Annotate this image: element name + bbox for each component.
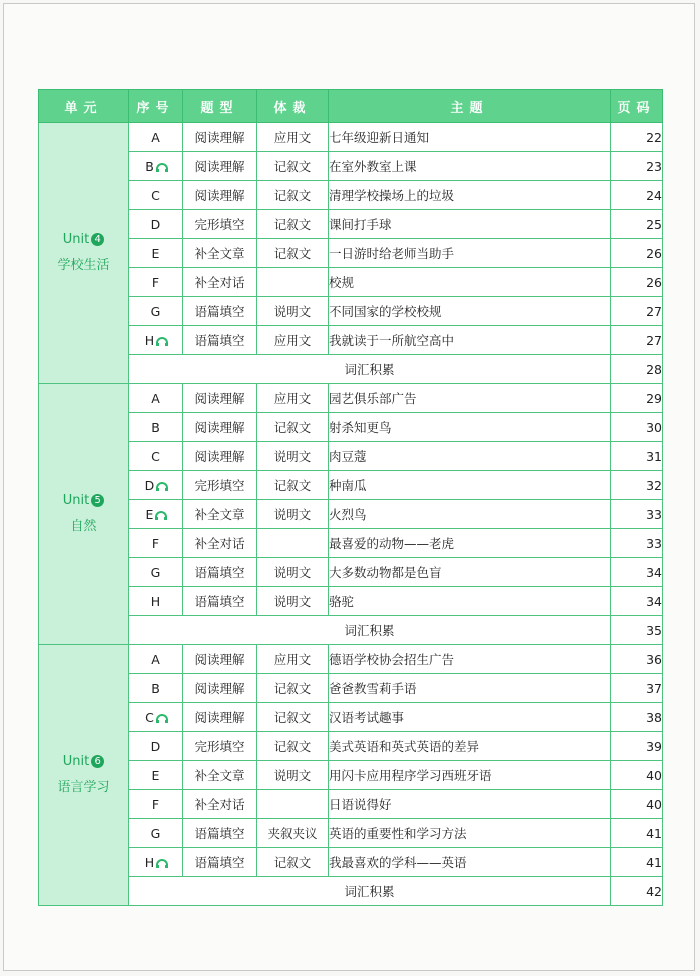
seq-letter: B	[151, 419, 160, 435]
page-cell: 38	[611, 703, 663, 732]
seq-cell	[129, 413, 183, 442]
vocab-label: 词汇积累	[129, 616, 611, 645]
page-cell: 24	[611, 181, 663, 210]
page-cell: 26	[611, 268, 663, 297]
type-cell: 阅读理解	[183, 123, 257, 152]
page-cell: 40	[611, 790, 663, 819]
page-cell: 23	[611, 152, 663, 181]
seq-letter: E	[145, 506, 154, 522]
seq-letter: D	[144, 477, 155, 493]
genre-cell	[257, 529, 329, 558]
topic-cell: 日语说得好	[329, 790, 611, 819]
type-cell: 阅读理解	[183, 703, 257, 732]
topic-cell: 校规	[329, 268, 611, 297]
type-cell: 语篇填空	[183, 819, 257, 848]
type-cell: 阅读理解	[183, 442, 257, 471]
page-cell: 25	[611, 210, 663, 239]
genre-cell: 说明文	[257, 500, 329, 529]
type-cell: 阅读理解	[183, 645, 257, 674]
seq-letter: C	[151, 448, 160, 464]
table-row[interactable]	[39, 732, 663, 761]
header-genre: 体裁	[257, 90, 329, 123]
seq-letter: F	[151, 535, 160, 551]
type-cell: 补全对话	[183, 790, 257, 819]
topic-cell: 用闪卡应用程序学习西班牙语	[329, 761, 611, 790]
topic-cell: 汉语考试趣事	[329, 703, 611, 732]
header-row	[39, 90, 663, 123]
page-cell: 41	[611, 848, 663, 877]
header-topic: 主题	[329, 90, 611, 123]
genre-cell: 记叙文	[257, 703, 329, 732]
headphones-icon	[156, 714, 166, 723]
page-cell: 30	[611, 413, 663, 442]
table-row[interactable]	[39, 819, 663, 848]
seq-letter: D	[150, 738, 161, 754]
table-row[interactable]	[39, 326, 663, 355]
page-cell: 39	[611, 732, 663, 761]
topic-cell: 一日游时给老师当助手	[329, 239, 611, 268]
seq-letter: B	[151, 680, 160, 696]
headphones-icon	[156, 163, 166, 172]
vocab-page: 42	[611, 877, 663, 906]
genre-cell: 应用文	[257, 326, 329, 355]
seq-letter: A	[151, 390, 160, 406]
topic-cell: 最喜爱的动物——老虎	[329, 529, 611, 558]
seq-cell	[129, 819, 183, 848]
page-cell: 22	[611, 123, 663, 152]
type-cell: 补全文章	[183, 500, 257, 529]
unit-word: Unit	[62, 754, 90, 769]
table-row[interactable]	[39, 790, 663, 819]
header-seq: 序号	[129, 90, 183, 123]
seq-letter: G	[150, 825, 161, 841]
page-cell: 36	[611, 645, 663, 674]
type-cell: 语篇填空	[183, 587, 257, 616]
page-cell: 27	[611, 326, 663, 355]
genre-cell: 应用文	[257, 645, 329, 674]
table-row[interactable]	[39, 413, 663, 442]
table-row[interactable]	[39, 587, 663, 616]
topic-cell: 德语学校协会招生广告	[329, 645, 611, 674]
type-cell: 语篇填空	[183, 326, 257, 355]
unit-cell	[39, 645, 129, 906]
seq-cell	[129, 471, 183, 500]
contents-table	[38, 89, 663, 906]
genre-cell: 夹叙夹议	[257, 819, 329, 848]
vocab-row[interactable]	[39, 877, 663, 906]
headphones-icon	[155, 511, 165, 520]
table-row[interactable]	[39, 123, 663, 152]
vocab-row[interactable]	[39, 616, 663, 645]
page-cell: 33	[611, 500, 663, 529]
header-unit: 单元	[39, 90, 129, 123]
seq-cell	[129, 732, 183, 761]
type-cell: 语篇填空	[183, 848, 257, 877]
table-row[interactable]	[39, 181, 663, 210]
table-row[interactable]	[39, 297, 663, 326]
seq-letter: H	[144, 854, 155, 870]
seq-cell	[129, 674, 183, 703]
unit-label	[39, 227, 128, 253]
topic-cell: 火烈鸟	[329, 500, 611, 529]
unit-word: Unit	[62, 493, 90, 508]
seq-letter: G	[150, 564, 161, 580]
seq-cell	[129, 152, 183, 181]
vocab-label: 词汇积累	[129, 355, 611, 384]
table-row[interactable]	[39, 210, 663, 239]
type-cell: 补全文章	[183, 761, 257, 790]
unit-title: 自然	[70, 519, 97, 534]
topic-cell: 不同国家的学校校规	[329, 297, 611, 326]
vocab-label: 词汇积累	[129, 877, 611, 906]
topic-cell: 美式英语和英式英语的差异	[329, 732, 611, 761]
page-cell: 27	[611, 297, 663, 326]
topic-cell: 种南瓜	[329, 471, 611, 500]
vocab-page: 28	[611, 355, 663, 384]
genre-cell: 记叙文	[257, 471, 329, 500]
topic-cell: 七年级迎新日通知	[329, 123, 611, 152]
genre-cell: 记叙文	[257, 413, 329, 442]
genre-cell: 应用文	[257, 384, 329, 413]
headphones-icon	[156, 337, 166, 346]
seq-cell	[129, 587, 183, 616]
topic-cell: 课间打手球	[329, 210, 611, 239]
genre-cell: 说明文	[257, 297, 329, 326]
unit-label	[39, 749, 128, 775]
seq-letter: F	[151, 796, 160, 812]
page-cell: 33	[611, 529, 663, 558]
type-cell: 阅读理解	[183, 181, 257, 210]
type-cell: 补全对话	[183, 529, 257, 558]
seq-cell	[129, 703, 183, 732]
header-page: 页码	[611, 90, 663, 123]
topic-cell: 射杀知更鸟	[329, 413, 611, 442]
seq-letter: H	[144, 332, 155, 348]
unit-cell	[39, 123, 129, 384]
topic-cell: 在室外教室上课	[329, 152, 611, 181]
table-body	[39, 123, 663, 906]
table-row[interactable]	[39, 674, 663, 703]
topic-cell: 骆驼	[329, 587, 611, 616]
type-cell: 补全文章	[183, 239, 257, 268]
seq-cell	[129, 123, 183, 152]
seq-letter: E	[151, 245, 160, 261]
seq-letter: G	[150, 303, 161, 319]
genre-cell: 说明文	[257, 761, 329, 790]
table-row[interactable]	[39, 848, 663, 877]
seq-letter: A	[151, 651, 160, 667]
topic-cell: 我最喜欢的学科——英语	[329, 848, 611, 877]
topic-cell: 爸爸教雪莉手语	[329, 674, 611, 703]
type-cell: 完形填空	[183, 732, 257, 761]
genre-cell: 记叙文	[257, 152, 329, 181]
table-row[interactable]	[39, 471, 663, 500]
type-cell: 阅读理解	[183, 413, 257, 442]
seq-cell	[129, 384, 183, 413]
seq-cell	[129, 181, 183, 210]
unit-title: 语言学习	[57, 780, 110, 795]
table-row[interactable]	[39, 703, 663, 732]
genre-cell	[257, 268, 329, 297]
unit-cell	[39, 384, 129, 645]
seq-cell	[129, 210, 183, 239]
seq-cell	[129, 848, 183, 877]
genre-cell: 记叙文	[257, 210, 329, 239]
topic-cell: 英语的重要性和学习方法	[329, 819, 611, 848]
seq-letter: B	[145, 158, 154, 174]
seq-cell	[129, 239, 183, 268]
genre-cell: 说明文	[257, 587, 329, 616]
table-row[interactable]	[39, 239, 663, 268]
table-row[interactable]	[39, 645, 663, 674]
seq-letter: C	[145, 709, 154, 725]
page-cell: 40	[611, 761, 663, 790]
seq-letter: E	[151, 767, 160, 783]
seq-cell	[129, 297, 183, 326]
table-row[interactable]	[39, 268, 663, 297]
type-cell: 阅读理解	[183, 152, 257, 181]
genre-cell: 记叙文	[257, 181, 329, 210]
page-cell: 34	[611, 558, 663, 587]
unit-number-badge: 5	[91, 494, 104, 507]
table-row[interactable]	[39, 384, 663, 413]
table-row[interactable]	[39, 442, 663, 471]
seq-cell	[129, 529, 183, 558]
seq-cell	[129, 645, 183, 674]
genre-cell	[257, 790, 329, 819]
seq-letter: C	[151, 187, 160, 203]
seq-cell	[129, 442, 183, 471]
seq-cell	[129, 500, 183, 529]
table-row[interactable]	[39, 529, 663, 558]
seq-cell	[129, 326, 183, 355]
page-cell: 31	[611, 442, 663, 471]
seq-letter: A	[151, 129, 160, 145]
page-cell: 29	[611, 384, 663, 413]
headphones-icon	[156, 482, 166, 491]
table-row[interactable]	[39, 761, 663, 790]
page-cell: 26	[611, 239, 663, 268]
seq-letter: D	[150, 216, 161, 232]
type-cell: 阅读理解	[183, 674, 257, 703]
type-cell: 阅读理解	[183, 384, 257, 413]
topic-cell: 我就读于一所航空高中	[329, 326, 611, 355]
seq-cell	[129, 761, 183, 790]
genre-cell: 记叙文	[257, 239, 329, 268]
seq-letter: F	[151, 274, 160, 290]
seq-cell	[129, 558, 183, 587]
topic-cell: 大多数动物都是色盲	[329, 558, 611, 587]
table-row[interactable]	[39, 500, 663, 529]
unit-label	[39, 488, 128, 514]
type-cell: 完形填空	[183, 471, 257, 500]
genre-cell: 说明文	[257, 558, 329, 587]
table-row[interactable]	[39, 558, 663, 587]
seq-cell	[129, 790, 183, 819]
topic-cell: 清理学校操场上的垃圾	[329, 181, 611, 210]
genre-cell: 记叙文	[257, 674, 329, 703]
table-row[interactable]	[39, 152, 663, 181]
page-cell: 34	[611, 587, 663, 616]
page-cell: 41	[611, 819, 663, 848]
headphones-icon	[156, 859, 166, 868]
topic-cell: 肉豆蔻	[329, 442, 611, 471]
genre-cell: 应用文	[257, 123, 329, 152]
type-cell: 语篇填空	[183, 558, 257, 587]
vocab-row[interactable]	[39, 355, 663, 384]
unit-word: Unit	[62, 232, 90, 247]
type-cell: 完形填空	[183, 210, 257, 239]
genre-cell: 记叙文	[257, 848, 329, 877]
seq-letter: H	[150, 593, 161, 609]
type-cell: 补全对话	[183, 268, 257, 297]
type-cell: 语篇填空	[183, 297, 257, 326]
unit-number-badge: 6	[91, 755, 104, 768]
topic-cell: 园艺俱乐部广告	[329, 384, 611, 413]
page-cell: 32	[611, 471, 663, 500]
unit-number-badge: 4	[91, 233, 104, 246]
genre-cell: 说明文	[257, 442, 329, 471]
header-type: 题型	[183, 90, 257, 123]
vocab-page: 35	[611, 616, 663, 645]
page-cell: 37	[611, 674, 663, 703]
unit-title: 学校生活	[57, 258, 110, 273]
seq-cell	[129, 268, 183, 297]
genre-cell: 记叙文	[257, 732, 329, 761]
